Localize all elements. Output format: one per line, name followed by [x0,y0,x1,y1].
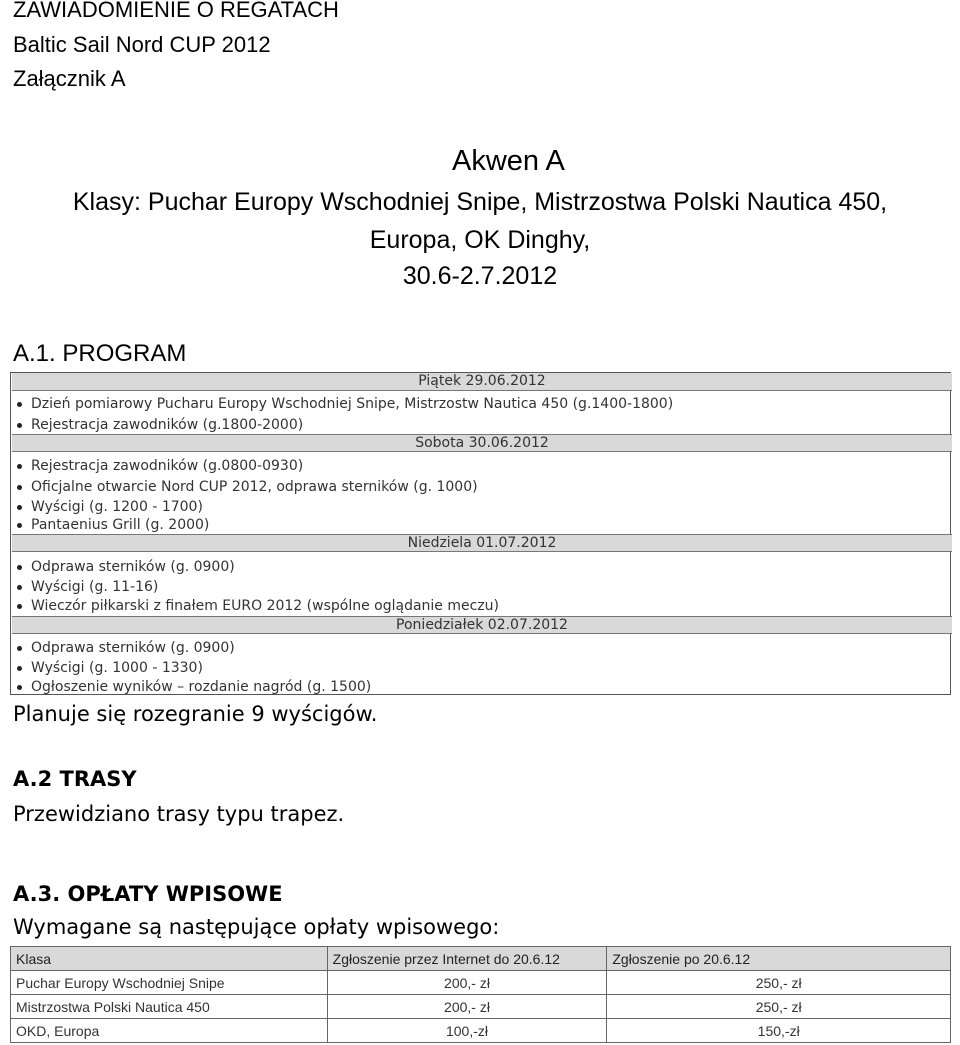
day-header-saturday: Sobota 30.06.2012 [12,434,952,452]
fee-class: Puchar Europy Wschodniej Snipe [11,971,328,995]
column-header-late: Zgłoszenie po 20.6.12 [607,947,951,971]
table-row [11,971,951,995]
program-table: Piątek 29.06.2012 Dzień pomiarowy Pucharu Europy Wschodniej Snipe, Mistrzostw Nautica 450 (g.1400-1800) Rejestracja zawodników (g.1800-2000) Sobota 30.06.2012 Rejestracja zawodników (g.0800-0930) Oficjalne otwarcie Nord CUP 2012, odprawa sterników (g. 1000) Wyścigi (g. 1200 - 1700) Pantaenius Grill (g. 2000) Niedziela 01.07.2012 Odprawa sterników (g. 0900) Wyścigi (g. 11-16) Wieczór piłkarski z finałem EURO 2012 (wspólne oglądanie meczu) Poniedziałek 02.07.2012 Odprawa sterników (g. 0900) Wyścigi (g. 1000 - 1330) Ogłoszenie wyników – rozdanie nagród (g. 1500) [10,372,951,695]
bullet-icon [17,485,22,490]
bullet-icon [17,565,22,570]
table-row [11,995,951,1019]
day-header-friday: Piątek 29.06.2012 [12,373,952,391]
fee-internet: 200,- zł [327,995,607,1019]
bullet-icon [17,585,22,590]
fees-intro: Wymagane są następujące opłaty wpisowego: [13,915,500,939]
doc-header-annex: Załącznik A [13,66,126,91]
bullet-icon [17,523,22,528]
fee-late: 250,- zł [607,971,951,995]
event-dates: 30.6-2.7.2012 [402,262,558,290]
routes-text: Przewidziano trasy typu trapez. [13,802,345,826]
day-header-monday: Poniedziałek 02.07.2012 [12,616,952,634]
bullet-icon [17,604,22,609]
fee-class: OKD, Europa [11,1019,328,1043]
races-note: Planuje się rozegranie 9 wyścigów. [13,702,378,726]
fees-heading: A.3. OPŁATY WPISOWE [13,882,283,906]
bullet-icon [17,685,22,690]
program-heading: A.1. PROGRAM [13,340,187,367]
table-row [11,1019,951,1043]
bullet-icon [17,464,22,469]
bullet-icon [17,423,22,428]
fee-late: 150,-zł [607,1019,951,1043]
table-header-row [11,947,951,971]
fees-table [10,946,951,1043]
routes-heading: A.2 TRASY [13,767,137,791]
doc-header-event: Baltic Sail Nord CUP 2012 [13,32,271,57]
fee-class: Mistrzostwa Polski Nautica 450 [11,995,328,1019]
area-title: Akwen A [452,145,565,177]
classes-line-2: Europa, OK Dinghy, [369,226,591,254]
fee-internet: 100,-zł [327,1019,607,1043]
fee-late: 250,- zł [607,995,951,1019]
fee-internet: 200,- zł [327,971,607,995]
day-header-sunday: Niedziela 01.07.2012 [12,534,952,552]
bullet-icon [17,402,22,407]
bullet-icon [17,666,22,671]
classes-line-1: Klasy: Puchar Europy Wschodniej Snipe, Mistrzostwa Polski Nautica 450, [72,188,888,216]
doc-header-title: ZAWIADOMIENIE O REGATACH [13,0,339,22]
bullet-icon [17,646,22,651]
column-header-class: Klasa [11,947,328,971]
column-header-internet: Zgłoszenie przez Internet do 20.6.12 [327,947,607,971]
bullet-icon [17,505,22,510]
